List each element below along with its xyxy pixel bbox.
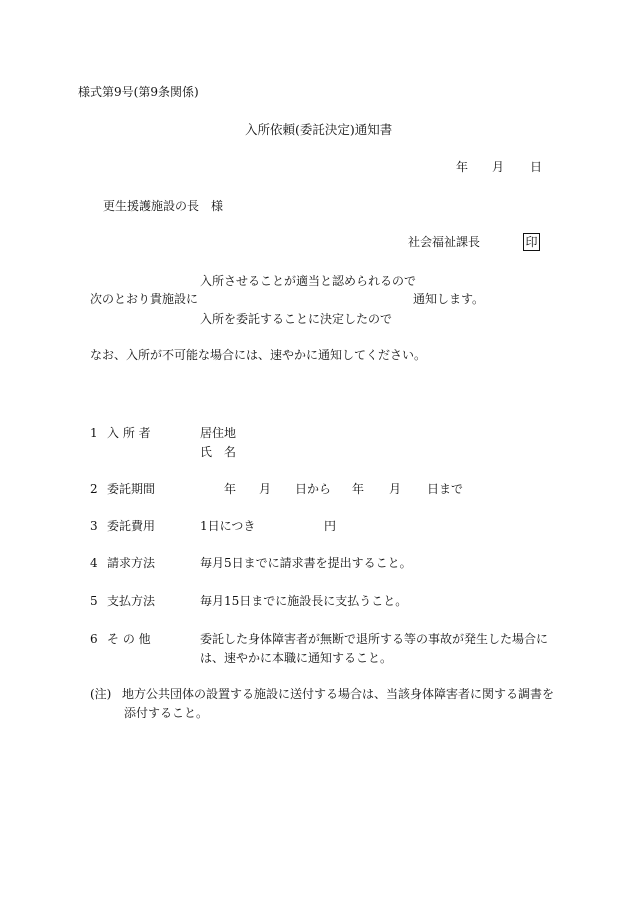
date-year: 年	[456, 160, 469, 174]
item-number: 6	[90, 632, 98, 646]
period-from-month: 月	[259, 482, 272, 496]
item-text: 毎月15日までに施設長に支払うこと。	[200, 594, 408, 608]
date-day: 日	[530, 160, 543, 174]
fee-per-day-text: 1日につき	[200, 519, 256, 533]
sender-title: 社会福祉課長	[408, 235, 481, 249]
item-label: 委託期間	[107, 482, 156, 496]
item-label: 委託費用	[107, 519, 156, 533]
notice-prefix: 次のとおり貴施設に	[90, 292, 199, 306]
item-text: 毎月5日までに請求書を提出すること。	[200, 556, 412, 570]
item-label: 入 所 者	[107, 426, 151, 440]
addressee: 更生援護施設の長 様	[103, 199, 224, 213]
item-number: 4	[90, 556, 98, 570]
date-month: 月	[492, 160, 505, 174]
footnote-label: (注)	[90, 687, 112, 701]
period-to-month: 月	[389, 482, 402, 496]
item-number: 2	[90, 482, 98, 496]
period-from-day: 日から	[295, 482, 332, 496]
notice-option-commission: 入所を委託することに決定したので	[200, 312, 393, 326]
item-label: そ の 他	[107, 632, 151, 646]
item-number: 5	[90, 594, 98, 608]
footnote-line1: 地方公共団体の設置する施設に送付する場合は、当該身体障害者に関する調書を	[122, 687, 555, 701]
document-title: 入所依頼(委託決定)通知書	[245, 122, 393, 137]
request-text: なお、入所が不可能な場合には、速やかに通知してください。	[90, 348, 427, 362]
item-label: 支払方法	[107, 594, 156, 608]
seal-stamp-box: 印	[523, 233, 540, 251]
item-number: 3	[90, 519, 98, 533]
footnote-line2: 添付すること。	[124, 706, 209, 720]
fee-unit: 円	[324, 519, 337, 533]
period-from-year: 年	[224, 482, 237, 496]
period-to-day: 日まで	[427, 482, 464, 496]
item-text-line1: 委託した身体障害者が無断で退所する等の事故が発生した場合に	[200, 632, 549, 646]
field-name-label: 氏 名	[200, 445, 237, 459]
notice-suffix: 通知します。	[413, 292, 485, 306]
field-address-label: 居住地	[200, 426, 237, 440]
notice-option-admission: 入所させることが適当と認められるので	[200, 274, 417, 288]
period-to-year: 年	[352, 482, 365, 496]
item-text-line2: は、速やかに本職に通知すること。	[200, 651, 393, 665]
form-number: 様式第9号(第9条関係)	[78, 85, 199, 99]
item-label: 請求方法	[107, 556, 156, 570]
item-number: 1	[90, 426, 98, 440]
